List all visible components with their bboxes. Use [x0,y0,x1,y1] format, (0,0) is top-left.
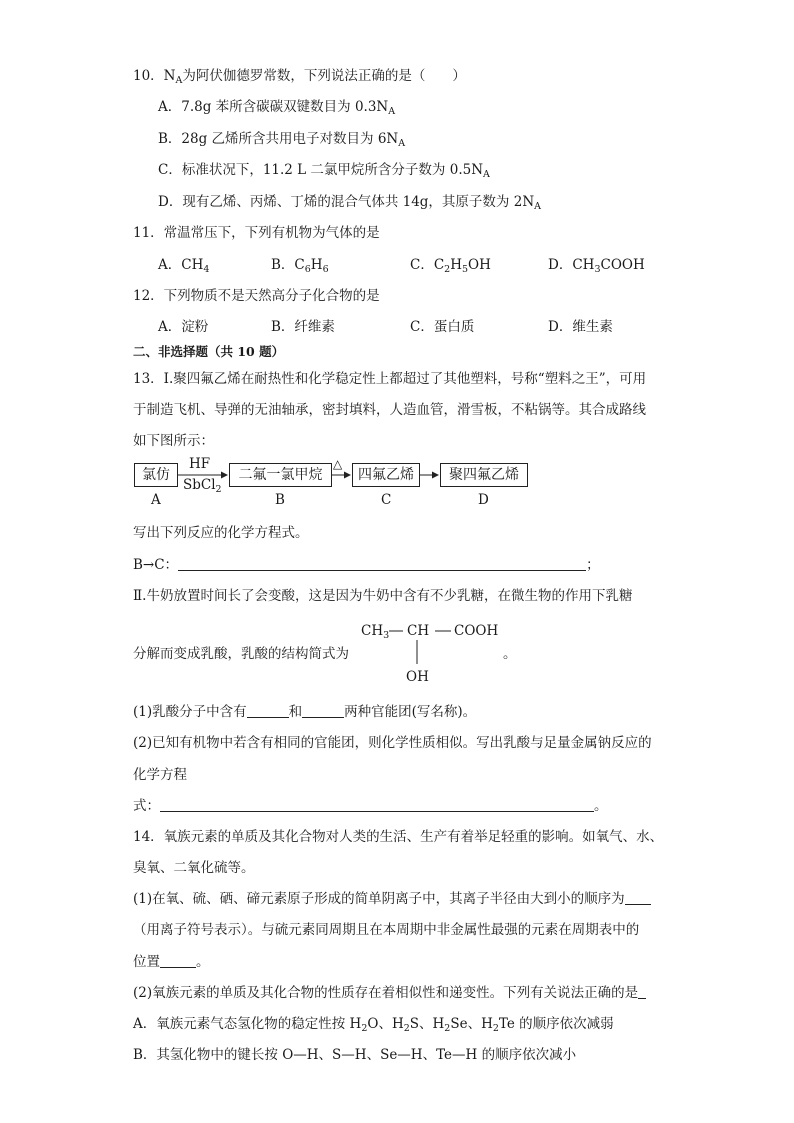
arrow1-reagent-bottom: SbCl$_2$ [183,477,222,495]
q13-sub2-line1: (2)已知有机物中若含有相同的官能团，则化学性质相似。写出乳酸与足量金属钠反应的 [133,735,652,751]
route-box-b: 二氟一氯甲烷 [229,463,332,487]
q13-p1-line2: 于制造飞机、导弹的无油轴承，密封填料，人造血管，滑雪板，不粘锅等。其合成路线 [133,402,646,418]
q14-sub1-line3: 位置 。 [133,954,210,970]
q13-sub2-line3: 式： 。 [133,798,608,814]
q10-stem: 10．$N_A$为阿伏伽德罗常数，下列说法正确的是（ ） [133,68,466,86]
q14-option-b: B．其氢化物中的键长按 O—H、S—H、Se—H、Te—H 的顺序依次减小 [133,1047,577,1063]
q10-option-d: D．现有乙烯、丙烯、丁烯的混合气体共 14g，其原子数为 $2N_A$ [158,194,542,212]
q13-p1-line3: 如下图所示： [133,433,214,449]
q14-option-a: A．氧族元素气态氢化物的稳定性按 $H_2O$、$H_2S$、$H_2Se$、$H_2Te$ 的顺序依次减弱 [133,1016,614,1034]
arrow2-heat-symbol: △ [333,457,343,471]
q13-p2-end: 。 [503,646,517,662]
q13-p2-line2: 分解而变成乳酸，乳酸的结构简式为 [133,646,349,662]
sub1-blank-1[interactable] [247,703,289,718]
struct-ch3: $CH_3$ [361,623,390,641]
q10-option-a: A．7.8g 苯所含碳碳双键数目为 $0.3N_A$ [158,99,396,117]
q13-sub1: (1)乳酸分子中含有 和 两种官能团(写名称)。 [133,704,477,720]
route-box-d: 聚四氟乙烯 [440,463,528,487]
route-box-c: 四氟乙烯 [352,463,420,487]
q14-line2: 臭氧、二氧化硫等。 [133,860,255,876]
struct-ch: CH [407,623,430,639]
section-heading: 二、非选择题（共 10 题） [133,344,285,359]
q14-sub1-line1: (1)在氧、硫、硒、碲元素原子形成的简单阴离子中，其离子半径由大到小的顺序为 [133,890,651,908]
q12-stem: 12．下列物质不是天然高分子化合物的是 [133,288,380,304]
q13-p1-line1: 13．Ⅰ.聚四氟乙烯在耐热性和化学稳定性上都超过了其他塑料，号称“塑料之王”，可用 [133,371,647,387]
q12-option-c: C．蛋白质 [410,319,475,335]
q14-sub1-blank-2[interactable] [160,953,196,968]
route-label-c: C [381,492,392,508]
q13-sub2-line2: 化学方程 [133,767,187,783]
q13-p2-line1: Ⅱ.牛奶放置时间长了会变酸，这是因为牛奶中含有不少乳糖，在微生物的作用下乳糖 [133,588,633,604]
route-label-b: B [275,492,285,508]
sub1-blank-2[interactable] [302,703,344,718]
route-box-a: 氯仿 [134,463,178,487]
q11-option-d: D．$CH_3COOH$ [548,257,645,275]
q10-option-b: B．28g 乙烯所含共用电子对数目为 $6N_A$ [158,131,406,149]
q14-sub2-blank[interactable] [638,984,646,999]
q11-option-b: B．$C_6H_6$ [271,257,329,275]
q14-sub2: (2)氧族元素的单质及其化合物的性质存在着相似性和递变性。下列有关说法正确的是 [133,984,646,1002]
sub2-answer-blank[interactable] [160,797,594,812]
route-label-a: A [151,492,161,508]
route-label-d: D [478,492,489,508]
arrow1-reagent-top: HF [189,456,211,472]
struct-oh: OH [406,669,429,685]
q11-stem: 11．常温常压下，下列有机物为气体的是 [133,225,380,241]
q14-sub1-line2: （用离子符号表示）。与硫元素同周期且在本周期中非金属性最强的元素在周期表中的 [133,922,640,938]
q14-line1: 14．氧族元素的单质及其化合物对人类的生活、生产有着举足轻重的影响。如氧气、水、 [133,829,664,845]
q10-option-c: C．标准状况下，11.2 L 二氯甲烷所含分子数为 $0.5N_A$ [158,162,490,180]
q11-option-c: C．$C_2H_5OH$ [410,257,491,275]
q13-write-equation: 写出下列反应的化学方程式。 [133,525,309,541]
q14-sub1-blank-1[interactable] [625,890,651,905]
q11-option-a: A．$CH_4$ [158,257,210,275]
q12-option-d: D．维生素 [548,319,613,335]
struct-cooh: COOH [454,623,499,639]
q12-option-a: A．淀粉 [158,319,209,335]
q12-option-b: B．纤维素 [271,319,335,335]
q13-bc-line: B→C： ； [133,557,600,573]
